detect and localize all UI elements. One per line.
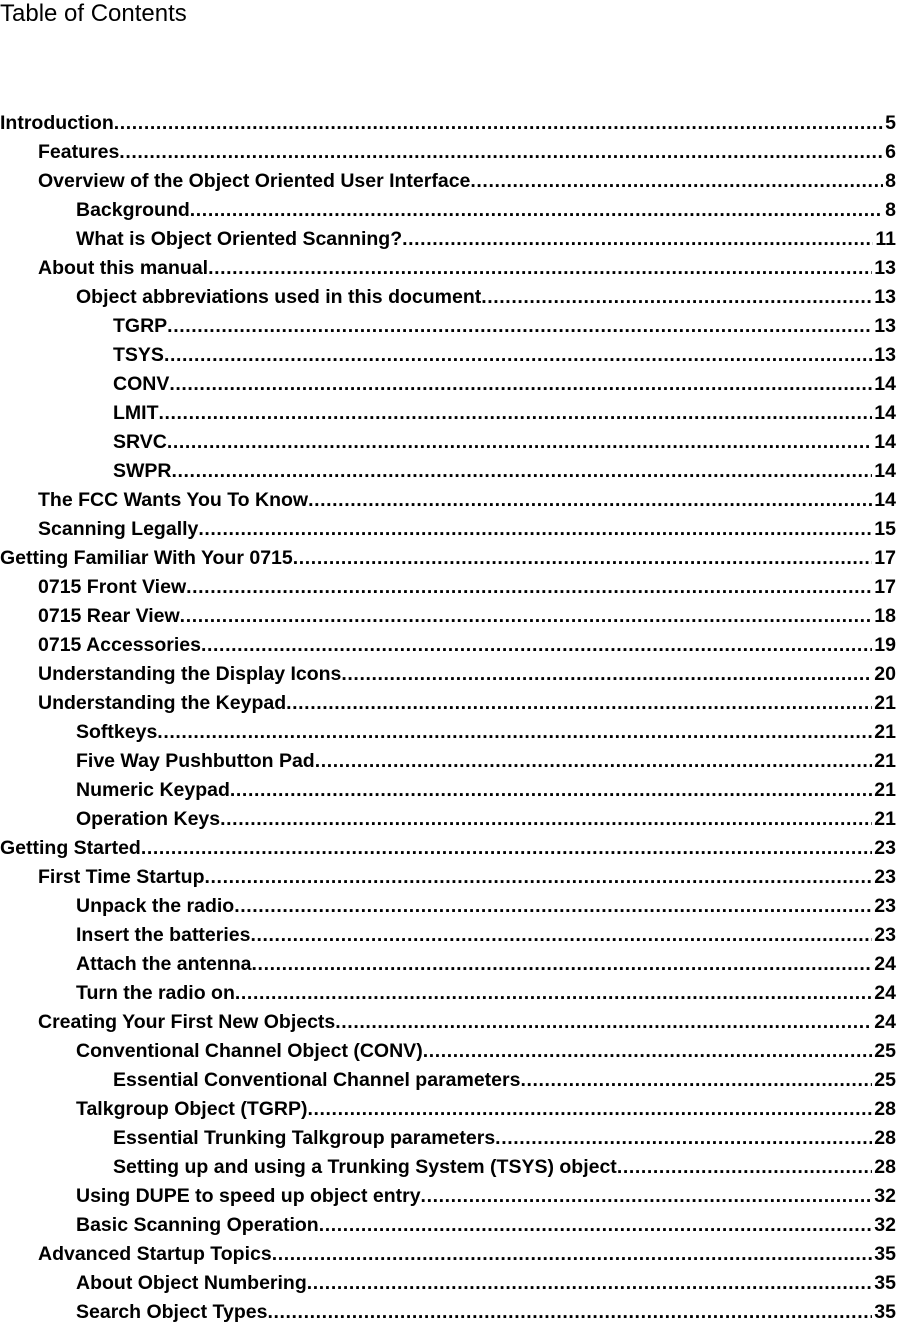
- toc-dot-leader: [169, 370, 872, 399]
- toc-dot-leader: [234, 892, 872, 921]
- toc-dot-leader: [220, 805, 872, 834]
- toc-entry[interactable]: [0, 1269, 896, 1298]
- toc-entry-title: Numeric Keypad: [76, 779, 230, 801]
- toc-dot-leader: [252, 950, 873, 979]
- toc-entry-page-number: 35: [874, 1272, 896, 1294]
- toc-entry-page-number: 21: [874, 779, 896, 801]
- toc-entry-page-number: 14: [874, 431, 896, 453]
- toc-dot-leader: [470, 167, 883, 196]
- toc-entry[interactable]: [0, 1298, 896, 1327]
- toc-dot-leader: [315, 747, 873, 776]
- toc-entry[interactable]: [0, 1124, 896, 1153]
- toc-dot-leader: [167, 428, 872, 457]
- toc-entry[interactable]: [0, 863, 896, 892]
- toc-entry-title: Background: [76, 199, 190, 221]
- toc-entry-page-number: 13: [874, 286, 896, 308]
- toc-dot-leader: [423, 1037, 873, 1066]
- toc-entry[interactable]: [0, 225, 896, 254]
- toc-dot-leader: [141, 834, 872, 863]
- toc-entry[interactable]: [0, 399, 896, 428]
- toc-dot-leader: [119, 138, 883, 167]
- toc-entry[interactable]: [0, 776, 896, 805]
- toc-dot-leader: [286, 689, 872, 718]
- toc-entry-page-number: 13: [874, 315, 896, 337]
- toc-entry[interactable]: [0, 950, 896, 979]
- toc-entry[interactable]: [0, 1153, 896, 1182]
- toc-entry[interactable]: [0, 689, 896, 718]
- toc-entry-page-number: 23: [874, 924, 896, 946]
- toc-entry-page-number: 28: [874, 1127, 896, 1149]
- toc-dot-leader: [617, 1153, 872, 1182]
- toc-entry-page-number: 20: [874, 663, 896, 685]
- toc-entry-page-number: 35: [874, 1243, 896, 1265]
- toc-entry[interactable]: [0, 979, 896, 1008]
- toc-entry-title: Unpack the radio: [76, 895, 235, 917]
- toc-dot-leader: [293, 544, 873, 573]
- toc-entry-title: Getting Started: [0, 837, 141, 859]
- toc-entry[interactable]: [0, 457, 896, 486]
- toc-entry[interactable]: [0, 138, 896, 167]
- toc-entry-title: Overview of the Object Oriented User Interface: [38, 170, 471, 192]
- toc-entry[interactable]: [0, 1211, 896, 1240]
- toc-entry-page-number: 14: [874, 373, 896, 395]
- toc-entry-title: Talkgroup Object (TGRP): [76, 1098, 308, 1120]
- toc-dot-leader: [114, 109, 883, 138]
- toc-entry-title: Softkeys: [76, 721, 158, 743]
- toc-entry[interactable]: [0, 834, 896, 863]
- toc-entry-title: Five Way Pushbutton Pad: [76, 750, 315, 772]
- toc-entry-page-number: 5: [885, 112, 896, 134]
- toc-entry-page-number: 19: [874, 634, 896, 656]
- toc-entry[interactable]: [0, 631, 896, 660]
- toc-entry[interactable]: [0, 892, 896, 921]
- toc-entry[interactable]: [0, 544, 896, 573]
- toc-entry-title: 0715 Front View: [38, 576, 187, 598]
- toc-entry-page-number: 23: [874, 895, 896, 917]
- toc-entry[interactable]: [0, 283, 896, 312]
- toc-dot-leader: [186, 573, 872, 602]
- toc-entry[interactable]: [0, 109, 896, 138]
- toc-entry[interactable]: [0, 602, 896, 631]
- toc-entry-title: Using DUPE to speed up object entry: [76, 1185, 421, 1207]
- toc-entry-page-number: 28: [874, 1098, 896, 1120]
- toc-dot-leader: [250, 921, 872, 950]
- toc-entry-page-number: 21: [874, 750, 896, 772]
- toc-entry[interactable]: [0, 747, 896, 776]
- toc-entry[interactable]: [0, 1240, 896, 1269]
- toc-entry-page-number: 32: [874, 1185, 896, 1207]
- toc-entry[interactable]: [0, 167, 896, 196]
- toc-entry[interactable]: [0, 486, 896, 515]
- toc-dot-leader: [267, 1298, 872, 1327]
- toc-entry-page-number: 24: [874, 982, 896, 1004]
- toc-entry[interactable]: [0, 1095, 896, 1124]
- toc-entry-title: Setting up and using a Trunking System (TSYS) object: [113, 1156, 617, 1178]
- toc-dot-leader: [230, 776, 872, 805]
- toc-dot-leader: [167, 312, 872, 341]
- toc-entry-title: What is Object Oriented Scanning?: [76, 228, 403, 250]
- toc-entry-title: TSYS: [113, 344, 164, 366]
- toc-entry[interactable]: [0, 1182, 896, 1211]
- toc-entry-page-number: 14: [874, 489, 896, 511]
- table-of-contents: [0, 109, 896, 1327]
- toc-dot-leader: [272, 1240, 873, 1269]
- toc-entry-page-number: 25: [874, 1040, 896, 1062]
- toc-dot-leader: [481, 283, 872, 312]
- toc-dot-leader: [341, 660, 872, 689]
- toc-dot-leader: [421, 1182, 873, 1211]
- toc-entry-page-number: 28: [874, 1156, 896, 1178]
- toc-entry[interactable]: [0, 312, 896, 341]
- toc-entry[interactable]: [0, 573, 896, 602]
- toc-entry[interactable]: [0, 341, 896, 370]
- toc-entry-title: Introduction: [0, 112, 114, 134]
- toc-entry-title: Search Object Types: [76, 1301, 268, 1323]
- toc-entry[interactable]: [0, 370, 896, 399]
- toc-entry-page-number: 32: [874, 1214, 896, 1236]
- toc-entry-title: TGRP: [113, 315, 168, 337]
- toc-dot-leader: [335, 1008, 872, 1037]
- toc-entry-title: Insert the batteries: [76, 924, 251, 946]
- toc-dot-leader: [158, 399, 872, 428]
- toc-entry-title: About this manual: [38, 257, 209, 279]
- toc-entry-page-number: 23: [874, 866, 896, 888]
- toc-entry-title: Creating Your First New Objects: [38, 1011, 336, 1033]
- toc-entry-page-number: 13: [874, 257, 896, 279]
- toc-entry-title: Getting Familiar With Your 0715: [0, 547, 293, 569]
- toc-entry-page-number: 8: [885, 199, 896, 221]
- toc-entry[interactable]: [0, 718, 896, 747]
- toc-dot-leader: [208, 254, 872, 283]
- toc-entry-title: 0715 Rear View: [38, 605, 180, 627]
- toc-dot-leader: [235, 979, 872, 1008]
- toc-entry-title: Operation Keys: [76, 808, 221, 830]
- toc-entry[interactable]: [0, 1037, 896, 1066]
- toc-entry-title: Essential Trunking Talkgroup parameters: [113, 1127, 496, 1149]
- toc-dot-leader: [157, 718, 872, 747]
- toc-entry-page-number: 35: [874, 1301, 896, 1323]
- toc-dot-leader: [402, 225, 873, 254]
- toc-entry[interactable]: [0, 805, 896, 834]
- toc-dot-leader: [307, 1269, 873, 1298]
- toc-dot-leader: [307, 1095, 872, 1124]
- toc-entry-title: The FCC Wants You To Know: [38, 489, 309, 511]
- toc-entry-title: SRVC: [113, 431, 167, 453]
- toc-dot-leader: [190, 196, 883, 225]
- toc-dot-leader: [164, 341, 872, 370]
- toc-entry-page-number: 24: [874, 1011, 896, 1033]
- toc-entry-title: CONV: [113, 373, 170, 395]
- toc-entry-page-number: 13: [874, 344, 896, 366]
- toc-entry-title: LMIT: [113, 402, 159, 424]
- toc-entry-page-number: 15: [874, 518, 896, 540]
- toc-entry-page-number: 14: [874, 460, 896, 482]
- toc-entry-title: Understanding the Keypad: [38, 692, 287, 714]
- toc-entry-title: Turn the radio on: [76, 982, 235, 1004]
- toc-entry-page-number: 24: [874, 953, 896, 975]
- toc-entry-page-number: 21: [874, 692, 896, 714]
- toc-dot-leader: [520, 1066, 872, 1095]
- toc-entry-title: About Object Numbering: [76, 1272, 307, 1294]
- toc-dot-leader: [205, 863, 873, 892]
- toc-entry[interactable]: [0, 921, 896, 950]
- toc-entry-title: Attach the antenna: [76, 953, 252, 975]
- toc-entry-title: Essential Conventional Channel parameters: [113, 1069, 521, 1091]
- toc-entry-title: Basic Scanning Operation: [76, 1214, 319, 1236]
- toc-entry-title: Conventional Channel Object (CONV): [76, 1040, 423, 1062]
- toc-entry-title: Scanning Legally: [38, 518, 199, 540]
- toc-entry-title: First Time Startup: [38, 866, 205, 888]
- toc-dot-leader: [180, 602, 873, 631]
- toc-entry-title: Object abbreviations used in this document: [76, 286, 482, 308]
- toc-entry-title: Advanced Startup Topics: [38, 1243, 272, 1265]
- toc-entry-page-number: 21: [874, 721, 896, 743]
- toc-entry-page-number: 17: [874, 576, 896, 598]
- toc-dot-leader: [308, 486, 872, 515]
- toc-entry-title: SWPR: [113, 460, 172, 482]
- toc-entry-page-number: 11: [875, 228, 896, 250]
- toc-dot-leader: [319, 1211, 873, 1240]
- toc-entry-title: Understanding the Display Icons: [38, 663, 342, 685]
- toc-entry[interactable]: [0, 1008, 896, 1037]
- toc-entry-page-number: 8: [885, 170, 896, 192]
- toc-dot-leader: [201, 631, 872, 660]
- toc-dot-leader: [495, 1124, 872, 1153]
- toc-entry-page-number: 18: [874, 605, 896, 627]
- toc-entry-page-number: 6: [885, 141, 896, 163]
- toc-entry[interactable]: [0, 515, 896, 544]
- toc-entry-page-number: 14: [874, 402, 896, 424]
- toc-dot-leader: [198, 515, 872, 544]
- toc-entry-page-number: 23: [874, 837, 896, 859]
- toc-entry[interactable]: [0, 254, 896, 283]
- toc-entry[interactable]: [0, 428, 896, 457]
- toc-entry-title: 0715 Accessories: [38, 634, 201, 656]
- toc-entry[interactable]: [0, 660, 896, 689]
- page-title: Table of Contents: [0, 0, 187, 27]
- toc-entry-page-number: 17: [874, 547, 896, 569]
- toc-entry[interactable]: [0, 196, 896, 225]
- toc-entry-title: Features: [38, 141, 120, 163]
- toc-entry-page-number: 25: [874, 1069, 896, 1091]
- toc-entry-page-number: 21: [874, 808, 896, 830]
- toc-dot-leader: [172, 457, 873, 486]
- toc-entry[interactable]: [0, 1066, 896, 1095]
